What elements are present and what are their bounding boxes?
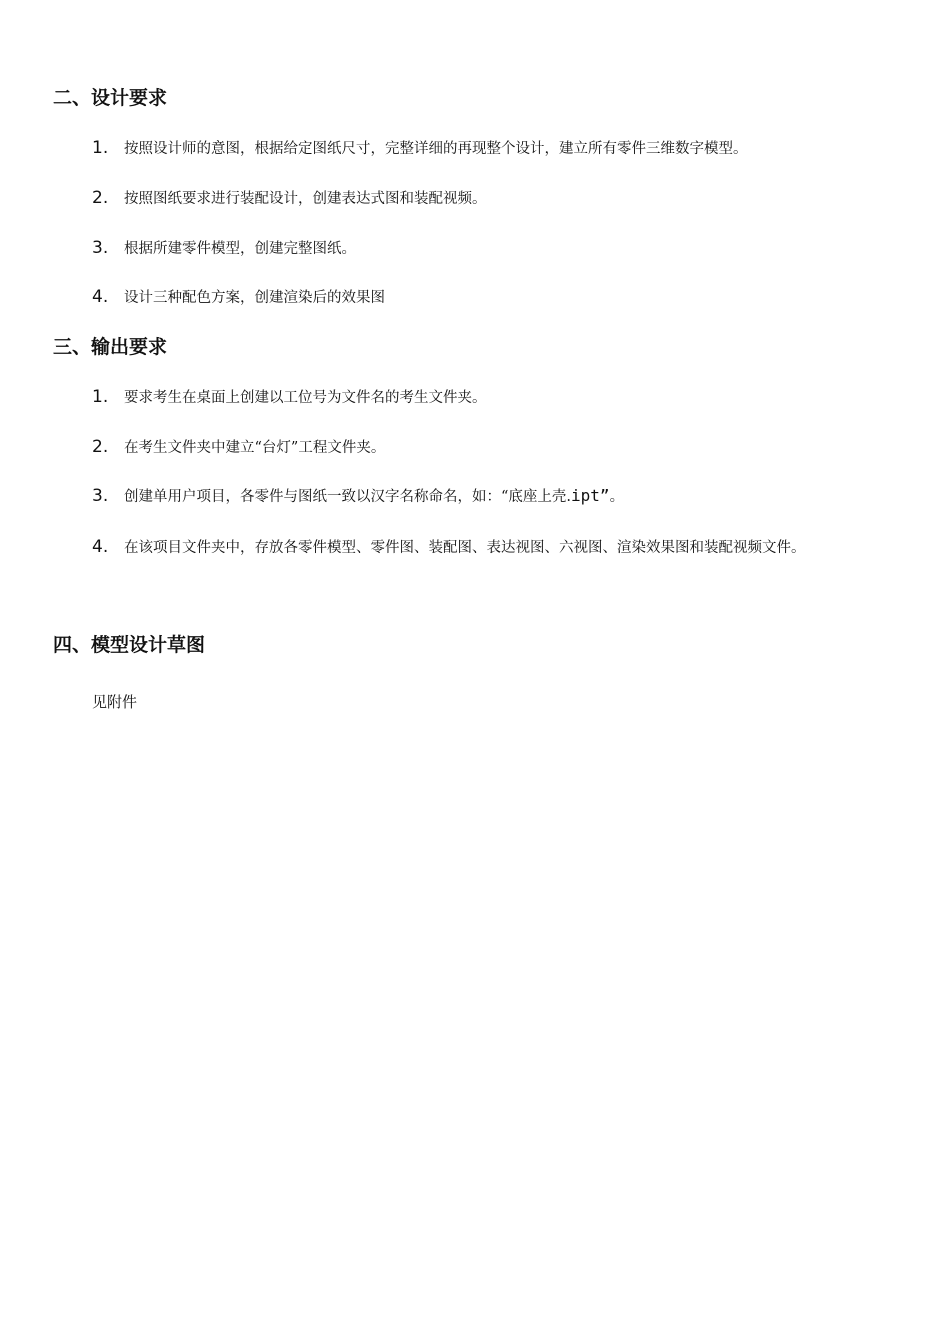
item-number: 4. <box>92 537 109 557</box>
item-number: 2. <box>92 188 109 208</box>
item-number: 2. <box>92 437 109 457</box>
list-item <box>92 237 356 260</box>
item-number: 3. <box>92 486 109 506</box>
section-heading-design: 二、设计要求 <box>53 87 168 109</box>
list-item <box>92 386 487 409</box>
item-number: 3. <box>92 238 109 258</box>
item-number: 1. <box>92 387 109 407</box>
item-text: 在考生文件夹中建立“台灯”工程文件夹。 <box>124 440 386 456</box>
list-item <box>92 436 385 459</box>
item-number: 4. <box>92 287 109 307</box>
item-text: 在该项目文件夹中，存放各零件模型、零件图、装配图、表达视图、六视图、渲染效果图和装配视频文件。 <box>124 540 806 556</box>
attachment-note: 见附件 <box>92 693 138 711</box>
item-text: 根据所建零件模型，创建完整图纸。 <box>124 241 356 257</box>
section-heading-sketch: 四、模型设计草图 <box>53 634 206 656</box>
list-item <box>92 137 748 160</box>
file-extension: ipt” <box>571 486 610 505</box>
item-text: 设计三种配色方案，创建渲染后的效果图 <box>124 290 385 306</box>
list-item <box>92 485 624 508</box>
list-item <box>92 187 487 210</box>
list-item <box>53 522 898 573</box>
item-text: 要求考生在桌面上创建以工位号为文件名的考生文件夹。 <box>124 390 487 406</box>
item-text: 创建单用户项目，各零件与图纸一致以汉字名称命名，如：“底座上壳. <box>124 489 572 505</box>
item-text: 按照设计师的意图，根据给定图纸尺寸，完整详细的再现整个设计，建立所有零件三维数字模型。 <box>124 141 748 157</box>
section-heading-output: 三、输出要求 <box>53 336 168 358</box>
item-text: 按照图纸要求进行装配设计，创建表达式图和装配视频。 <box>124 191 487 207</box>
list-item <box>92 286 385 309</box>
item-text-end: 。 <box>609 489 625 505</box>
item-number: 1. <box>92 138 109 158</box>
